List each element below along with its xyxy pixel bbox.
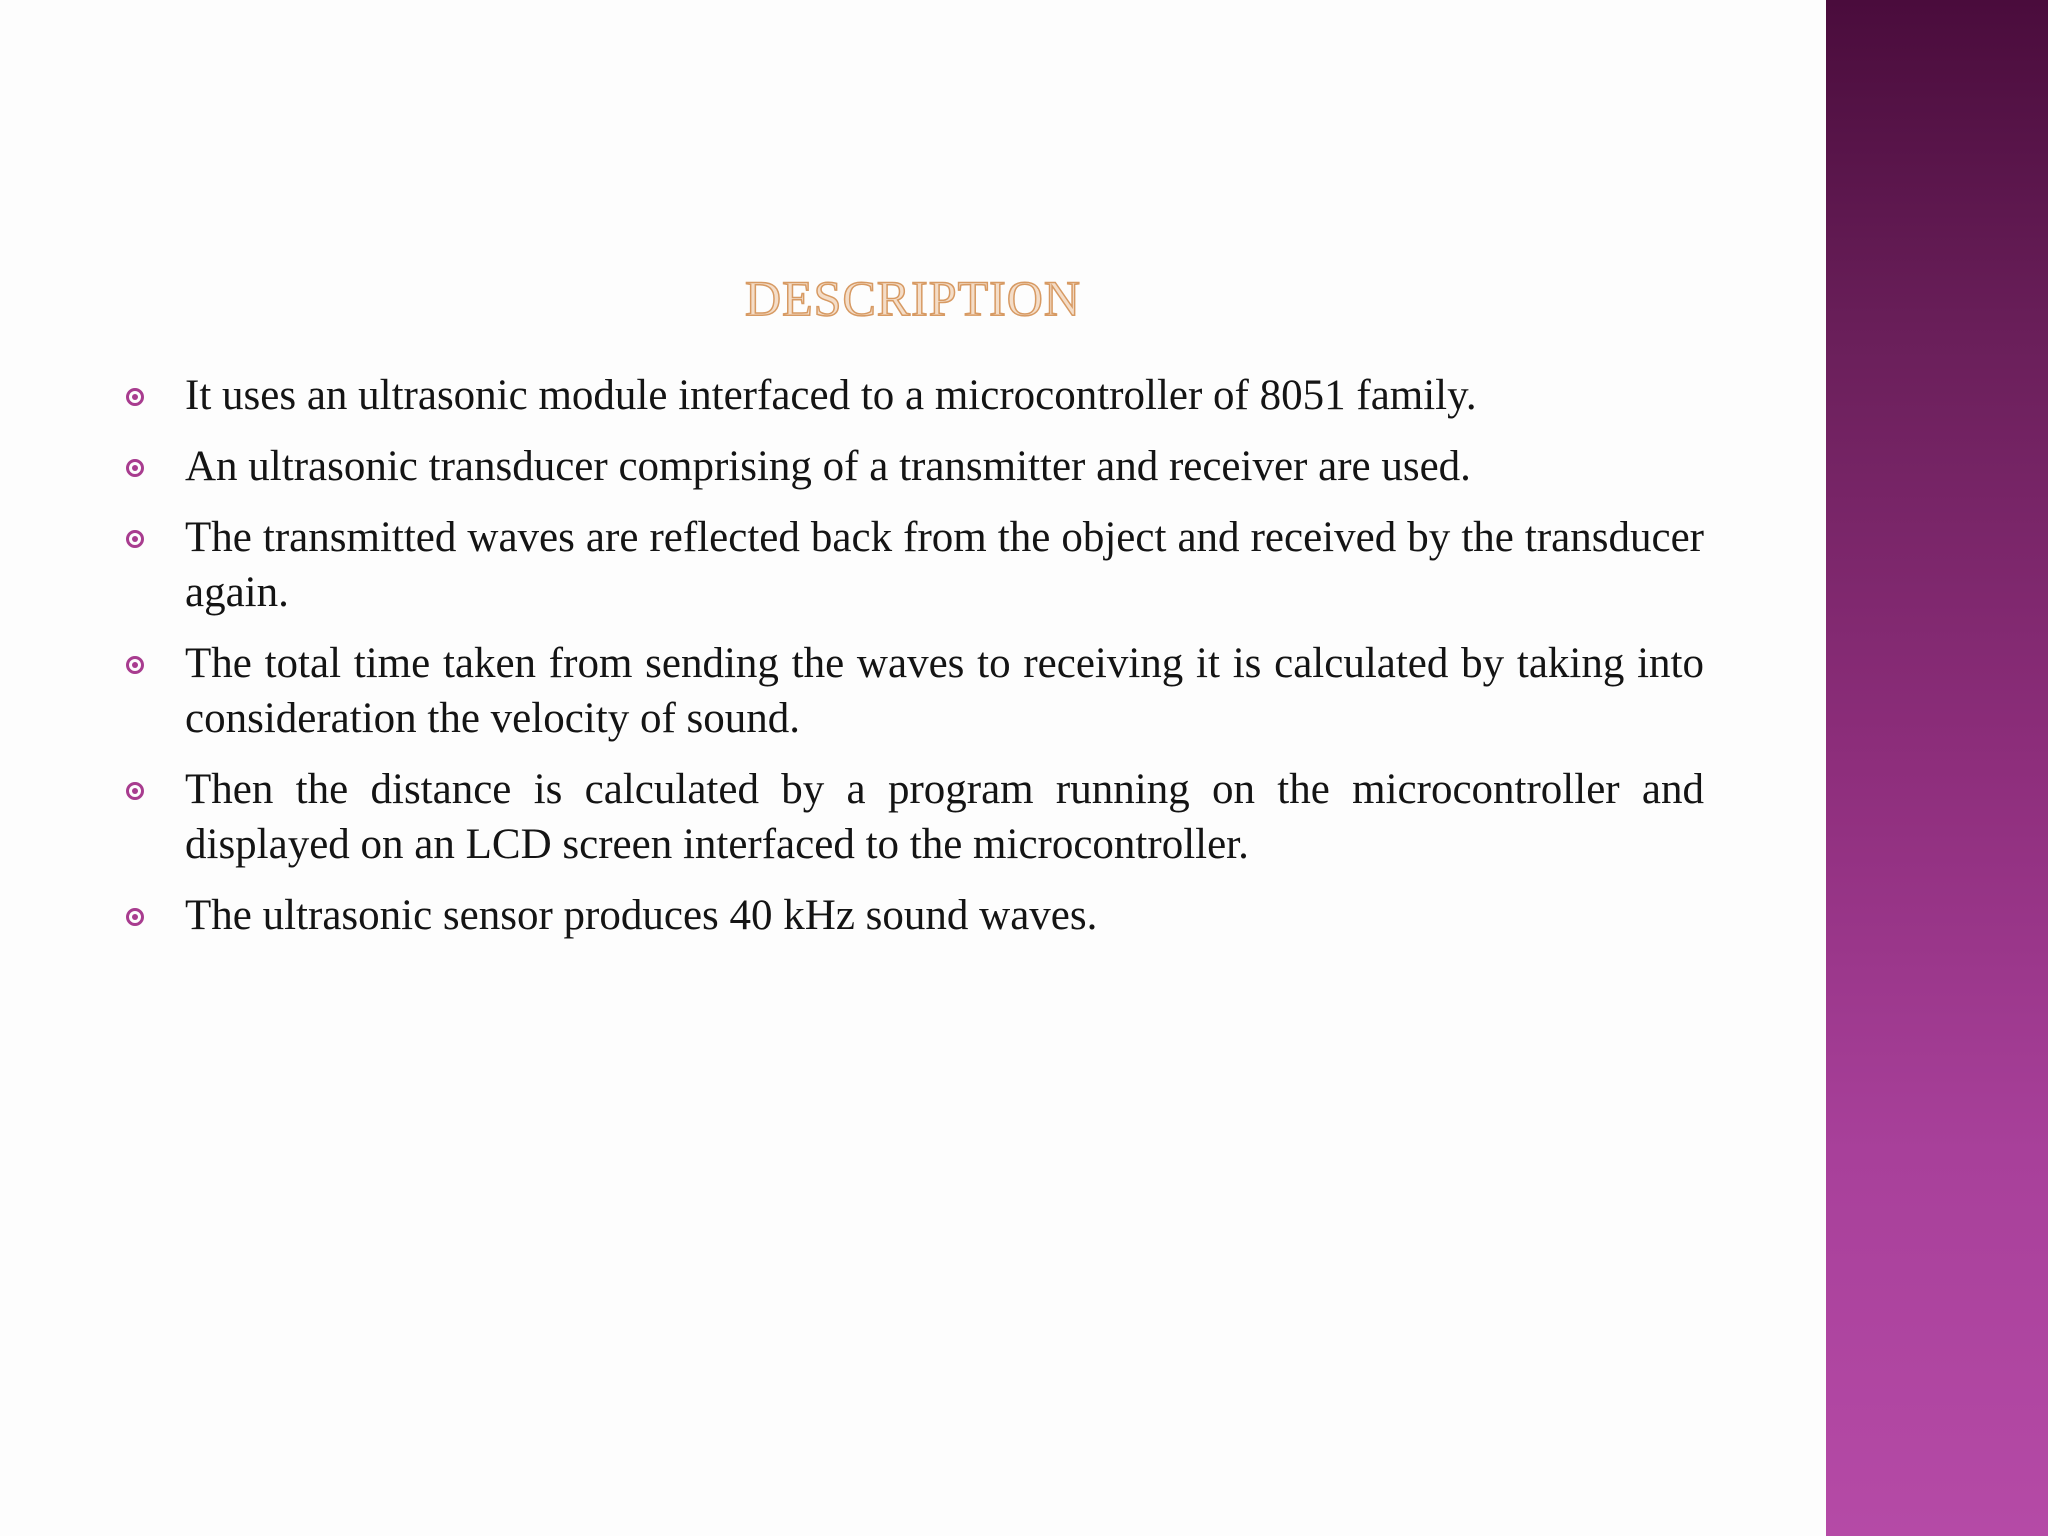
circled-dot-bullet-icon <box>126 782 144 800</box>
bullet-text: The ultrasonic sensor produces 40 kHz sound waves. <box>185 892 1098 939</box>
bullet-text: An ultrasonic transducer comprising of a transmitter and receiver are used. <box>185 443 1471 490</box>
circled-dot-bullet-icon <box>126 388 144 406</box>
circled-dot-bullet-icon <box>126 459 144 477</box>
decorative-side-band <box>1826 0 2048 1536</box>
bullet-text: The total time taken from sending the waves to receiving it is calculated by taking into consideration the velocity of sound. <box>185 640 1704 742</box>
slide-title: DESCRIPTION <box>744 270 1082 326</box>
bullet-item <box>120 368 1704 423</box>
bullet-item <box>120 439 1704 494</box>
circled-dot-bullet-icon <box>126 908 144 926</box>
bullet-list <box>120 368 1704 959</box>
bullet-item <box>120 636 1704 746</box>
bullet-text: Then the distance is calculated by a program running on the microcontroller and displayed on an LCD screen interfaced to the microcontroller. <box>185 766 1704 868</box>
bullet-item <box>120 762 1704 872</box>
circled-dot-bullet-icon <box>126 656 144 674</box>
bullet-item <box>120 510 1704 620</box>
bullet-text: It uses an ultrasonic module interfaced to a microcontroller of 8051 family. <box>185 372 1477 419</box>
circled-dot-bullet-icon <box>126 530 144 548</box>
bullet-item <box>120 888 1704 943</box>
bullet-text: The transmitted waves are reflected back from the object and received by the transducer again. <box>185 514 1704 616</box>
